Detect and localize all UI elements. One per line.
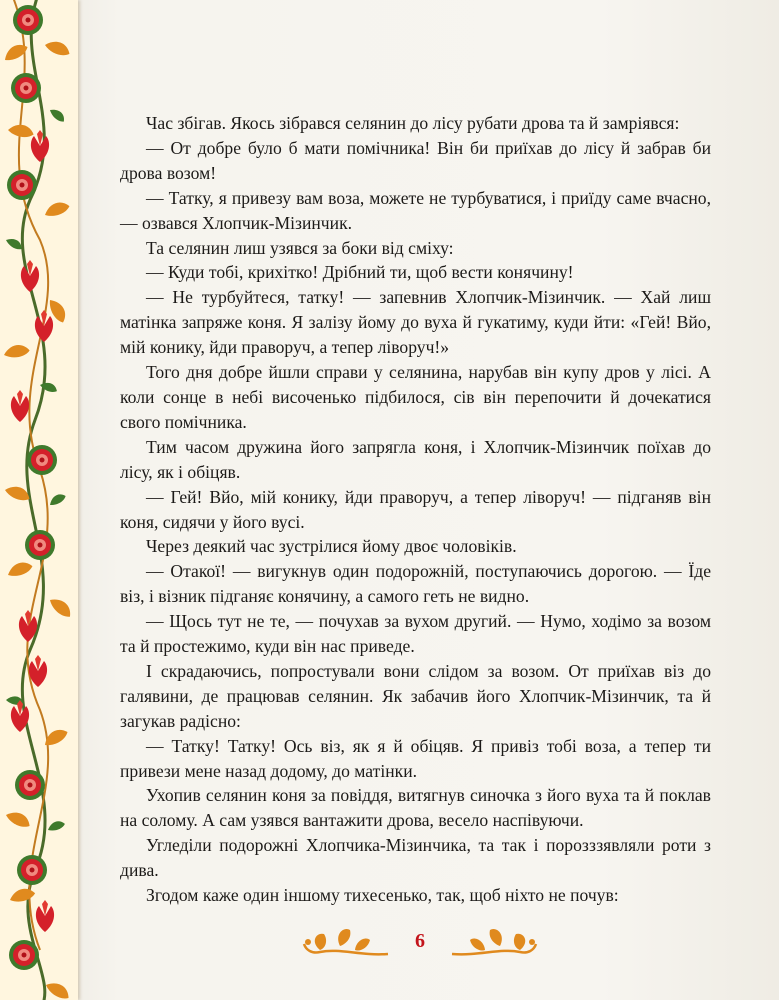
paragraph: — Татку, я привезу вам воза, можете не турбуватися, і приїду саме вчасно, — озвався Хлопчик-Мізинчик. bbox=[120, 187, 711, 233]
right-flourish-icon bbox=[450, 926, 540, 962]
paragraph: — Куди тобі, крихітко! Дрібний ти, щоб вести конячину! bbox=[146, 262, 574, 283]
paragraph: — Татку! Татку! Ось віз, як я й обіцяв. Я привіз тобі воза, а тепер ти привези мене назад додому, до матінки. bbox=[120, 735, 711, 781]
paragraph: Угледіли подорожні Хлопчика-Мізинчика, та так і порозззявляли роти з дива. bbox=[120, 835, 711, 881]
paragraph: Через деякий час зустрілися йому двоє чоловіків. bbox=[146, 536, 517, 557]
paragraph: І скрадаючись, попростували вони слідом за возом. От приїхав віз до галявини, де працював селянин. Як забачив його Хлопчик-Мізинчик, та й загукав радісно: bbox=[120, 660, 711, 731]
paragraph: — Отакої! — вигукнув один подорожній, поступаючись дорогою. — Їде віз, і візник підганяє конячину, а самого геть не видно. bbox=[120, 561, 711, 607]
paragraph: Тим часом дружина його запрягла коня, і Хлопчик-Мізинчик поїхав до лісу, як і обіцяв. bbox=[120, 436, 711, 482]
story-text bbox=[120, 111, 711, 908]
paragraph: — Щось тут не те, — почухав за вухом другий. — Нумо, ходімо за возом та й простежимо, куди він нас приведе. bbox=[120, 611, 711, 657]
paragraph: Того дня добре йшли справи у селянина, нарубав він купу дров у лісі. А коли сонце в небі височенько підбилося, сів він перепочити й дочекатися свого помічника. bbox=[120, 362, 711, 432]
paragraph: — От добре було б мати помічника! Він би приїхав до лісу й забрав би дрова возом! bbox=[120, 137, 711, 183]
paragraph: — Гей! Вйо, мій конику, йди праворуч, а тепер ліворуч! — підганяв він коня, сидячи у його вусі. bbox=[120, 486, 711, 532]
paragraph: — Не турбуйтеся, татку! — запевнив Хлопчик-Мізинчик. — Хай лиш матінка запряже коня. Я залізу йому до вуха й гукатиму, куди йти: «Гей! Вйо, мій конику, йди праворуч, а тепер ліворуч!» bbox=[120, 287, 711, 358]
floral-ornament-icon bbox=[0, 0, 78, 1000]
paragraph: Згодом каже один іншому тихесенько, так, щоб ніхто не почув: bbox=[146, 885, 619, 906]
page-footer bbox=[300, 920, 540, 970]
paragraph: Та селянин лиш узявся за боки від сміху: bbox=[146, 237, 454, 258]
paragraph: Ухопив селянин коня за повіддя, витягнув синочка з його вуха та й поклав на солому. А сам узявся вантажити дрова, весело наспівуючи. bbox=[120, 785, 711, 831]
ornamental-border bbox=[0, 0, 78, 1000]
page-number: 6 bbox=[415, 930, 425, 952]
paragraph: Час збігав. Якось зібрався селянин до лісу рубати дрова та й замріявся: bbox=[146, 113, 680, 133]
